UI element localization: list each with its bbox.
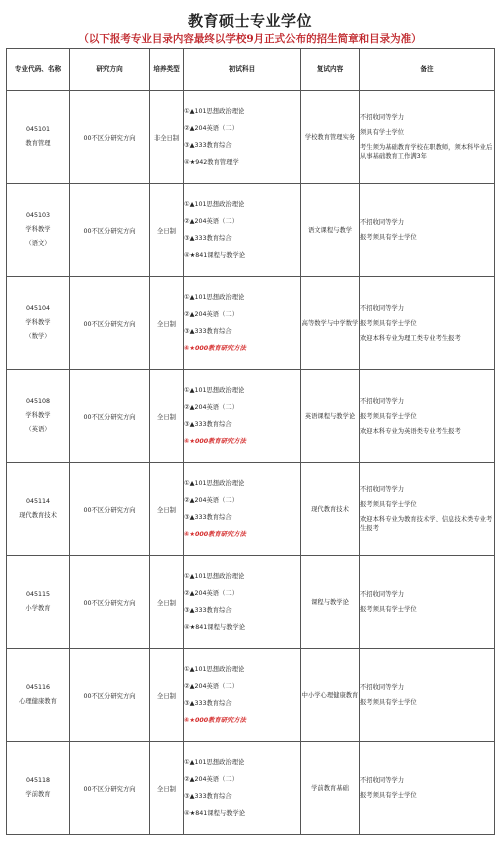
program-code: 045114 [25,498,51,505]
note-item: 不招收同等学力 [360,304,405,312]
note-item: 报考须具有学士学位 [360,606,417,613]
exam-subject: ②▲204英语（二） [184,683,238,690]
note-item: 报考须具有学士学位 [360,319,417,327]
cell-mode: 全日制 [150,649,184,742]
program-code: 045101 [25,126,51,133]
note-item: 不招收同等学力 [360,114,405,121]
note-item: 不招收同等学力 [360,219,405,226]
cell-note [360,649,495,742]
header-retest: 复试内容 [301,49,360,91]
exam-subject: ③▲333教育综合 [184,793,232,800]
cell-subjects [184,742,301,835]
note-item: 欢迎本科专业为英语类专业考生报考 [360,427,461,435]
cell-subjects [184,184,301,277]
page-title: 教育硕士专业学位 [187,12,312,30]
exam-subject: ②▲204英语（二） [184,218,238,225]
cell-retest: 英语课程与教学论 [301,370,360,463]
exam-subject: ①▲101思想政治理论 [184,480,245,487]
header-note: 备注 [360,49,495,91]
cell-note [360,277,495,370]
exam-subject: ①▲101思想政治理论 [184,759,245,766]
program-table [6,48,495,835]
exam-subject: ①▲101思想政治理论 [184,666,245,673]
program-subname: （英语） [25,426,51,433]
cell-subjects [184,370,301,463]
exam-subject: ④★000教育研究方法 [184,531,246,538]
cell-direction: 00不区分研究方向 [70,556,150,649]
exam-subject: ②▲204英语（二） [184,311,238,318]
note-item: 考生须为基础教育学校在职教师，须本科毕业后从事基础教育工作满3年 [360,144,493,160]
note-item: 不招收同等学力 [360,397,405,405]
exam-subject: ①▲101思想政治理论 [184,108,245,115]
cell-code [7,370,70,463]
cell-subjects [184,463,301,556]
cell-note [360,742,495,835]
exam-subject: ③▲333教育综合 [184,421,232,428]
exam-subject: ④★841课程与教学论 [184,624,246,631]
cell-code [7,277,70,370]
cell-mode: 全日制 [150,556,184,649]
cell-code [7,91,70,184]
exam-subject: ④★000教育研究方法 [184,438,246,445]
cell-note [360,463,495,556]
exam-subject: ②▲204英语（二） [184,497,238,504]
cell-retest: 现代教育技术 [301,463,360,556]
page-subtitle: （以下报考专业目录内容最终以学校9月正式公布的招生简章和目录为准） [78,33,422,45]
cell-retest: 高等数学与中学数学 [301,277,360,370]
exam-subject: ④★942教育管理学 [184,159,239,166]
cell-direction: 00不区分研究方向 [70,742,150,835]
program-name: 学科教学 [25,412,51,419]
cell-subjects [184,91,301,184]
table-body [7,91,495,835]
table-row [7,91,495,184]
table-row [7,463,495,556]
cell-direction: 00不区分研究方向 [70,370,150,463]
note-item: 报考须具有学士学位 [360,792,417,799]
exam-subject: ④★000教育研究方法 [184,717,246,724]
program-code: 045115 [25,591,51,598]
cell-direction: 00不区分研究方向 [70,91,150,184]
exam-subject: ④★000教育研究方法 [184,345,246,352]
exam-subject: ①▲101思想政治理论 [184,573,245,580]
table-row [7,649,495,742]
cell-retest: 学校教育管理实务 [301,91,360,184]
cell-note [360,91,495,184]
cell-mode: 全日制 [150,742,184,835]
note-item: 不招收同等学力 [360,591,405,598]
note-item: 报考须具有学士学位 [360,501,417,508]
exam-subject: ③▲333教育综合 [184,514,232,521]
cell-direction: 00不区分研究方向 [70,463,150,556]
cell-retest: 课程与教学论 [301,556,360,649]
header-code: 专业代码、名称 [7,49,70,91]
exam-subject: ②▲204英语（二） [184,404,238,411]
cell-code [7,556,70,649]
note-item: 不招收同等学力 [360,777,405,784]
program-code: 045104 [25,305,51,312]
cell-subjects [184,556,301,649]
table-row [7,556,495,649]
cell-mode: 全日制 [150,277,184,370]
exam-subject: ③▲333教育综合 [184,328,232,335]
program-code: 045103 [25,212,51,219]
cell-mode: 全日制 [150,184,184,277]
cell-code [7,184,70,277]
cell-retest: 学前教育基础 [301,742,360,835]
program-name: 学科教学 [25,319,51,326]
header-direction: 研究方向 [70,49,150,91]
program-name: 学科教学 [25,226,51,233]
cell-code [7,649,70,742]
note-item: 须具有学士学位 [360,129,405,136]
exam-subject: ④★841课程与教学论 [184,810,246,817]
note-item: 欢迎本科专业为教育技术学、信息技术类专业考生报考 [360,516,493,532]
cell-direction: 00不区分研究方向 [70,277,150,370]
exam-subject: ①▲101思想政治理论 [184,387,245,394]
program-subname: （语文） [25,240,51,247]
exam-subject: ②▲204英语（二） [184,776,238,783]
table-row [7,184,495,277]
exam-subject: ②▲204英语（二） [184,125,238,132]
note-item: 欢迎本科专业为理工类专业考生报考 [360,334,461,342]
program-name: 学前教育 [25,791,51,798]
cell-subjects [184,649,301,742]
exam-subject: ③▲333教育综合 [184,235,232,242]
exam-subject: ①▲101思想政治理论 [184,201,245,208]
note-item: 报考须具有学士学位 [360,699,417,706]
cell-retest: 语文课程与教学 [301,184,360,277]
program-code: 045116 [25,684,51,691]
program-subname: （数学） [25,333,51,340]
exam-subject: ②▲204英语（二） [184,590,238,597]
table-row [7,277,495,370]
program-name: 教育管理 [25,140,51,147]
table-header-row [7,49,495,91]
cell-subjects [184,277,301,370]
program-code: 045108 [25,398,51,405]
note-item: 不招收同等学力 [360,486,405,493]
cell-mode: 非全日制 [150,91,184,184]
cell-direction: 00不区分研究方向 [70,649,150,742]
exam-subject: ①▲101思想政治理论 [184,294,245,301]
exam-subject: ③▲333教育综合 [184,142,232,149]
exam-subject: ③▲333教育综合 [184,607,232,614]
note-item: 报考须具有学士学位 [360,412,417,420]
cell-note [360,370,495,463]
cell-mode: 全日制 [150,463,184,556]
note-item: 报考须具有学士学位 [360,234,417,241]
cell-retest: 中小学心理健康教育 [301,649,360,742]
program-code: 045118 [25,777,51,784]
program-name: 小学教育 [25,605,51,612]
cell-code [7,742,70,835]
cell-direction: 00不区分研究方向 [70,184,150,277]
header-subjects: 初试科目 [184,49,301,91]
program-name: 心理健康教育 [19,698,57,705]
exam-subject: ④★841课程与教学论 [184,252,246,259]
table-row [7,742,495,835]
cell-note [360,556,495,649]
header-mode: 培养类型 [150,49,184,91]
cell-mode: 全日制 [150,370,184,463]
cell-code [7,463,70,556]
cell-note [360,184,495,277]
program-name: 现代教育技术 [19,512,57,519]
note-item: 不招收同等学力 [360,684,405,691]
table-row [7,370,495,463]
exam-subject: ③▲333教育综合 [184,700,232,707]
